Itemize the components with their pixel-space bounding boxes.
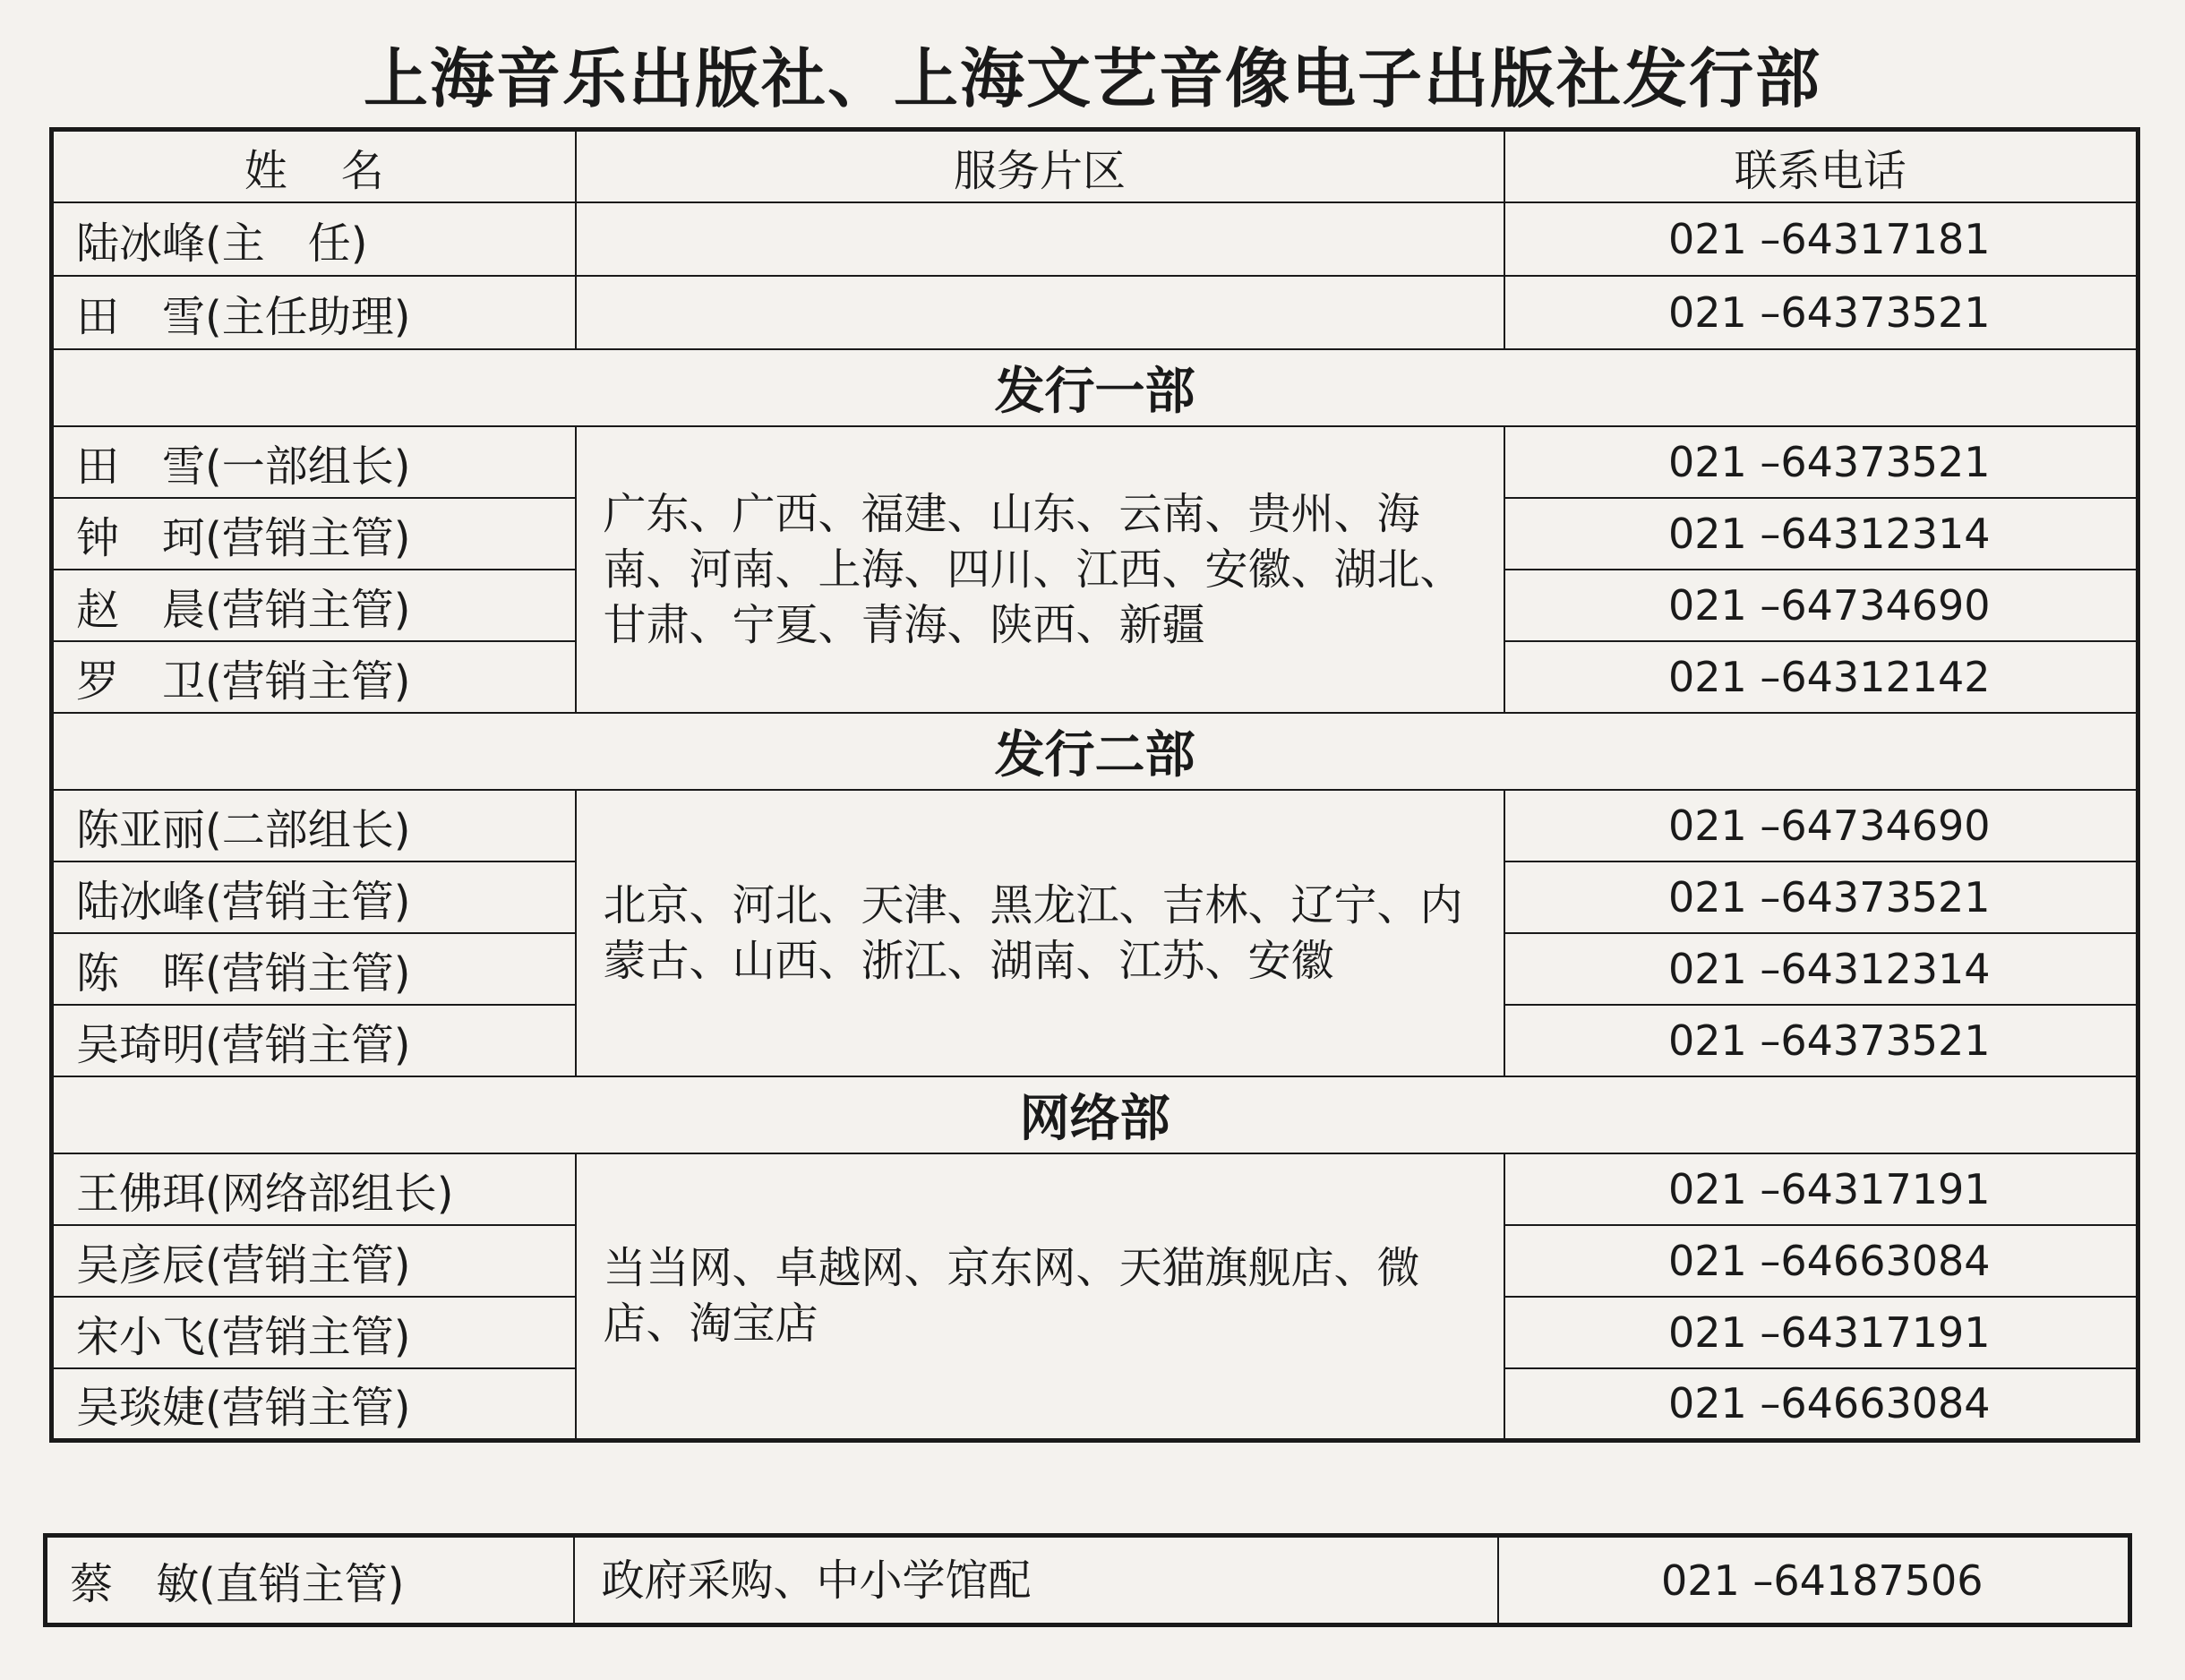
header-phone: 联系电话 [1504, 130, 2138, 203]
person-name: 吴琦明(营销主管) [52, 1005, 576, 1076]
table-row [52, 790, 2138, 861]
service-area: 北京、河北、天津、黑龙江、吉林、辽宁、内蒙古、山西、浙江、湖南、江苏、安徽 [576, 790, 1504, 1076]
phone-number: 021 –64663084 [1504, 1368, 2138, 1440]
header-area: 服务片区 [576, 130, 1504, 203]
leader-row [52, 276, 2138, 349]
phone-number: 021 –64317191 [1504, 1153, 2138, 1225]
section-header-row [52, 1076, 2138, 1153]
phone-number: 021 –64734690 [1504, 570, 2138, 641]
person-name: 陆冰峰(营销主管) [52, 861, 576, 933]
area-empty [576, 276, 1504, 349]
person-name: 吴琰婕(营销主管) [52, 1368, 576, 1440]
section-header-row [52, 713, 2138, 790]
phone-number: 021 –64312314 [1504, 933, 2138, 1005]
person-name: 吴彦辰(营销主管) [52, 1225, 576, 1297]
phone-number: 021 –64317181 [1504, 202, 2138, 276]
person-name: 陈亚丽(二部组长) [52, 790, 576, 861]
contact-table [49, 127, 2140, 1443]
phone-number: 021 –64373521 [1504, 276, 2138, 349]
person-name: 王佛珥(网络部组长) [52, 1153, 576, 1225]
table-row [52, 426, 2138, 498]
phone-number: 021 –64734690 [1504, 790, 2138, 861]
service-area: 广东、广西、福建、山东、云南、贵州、海南、河南、上海、四川、江西、安徽、湖北、甘肃、宁夏、青海、陕西、新疆 [576, 426, 1504, 713]
person-name: 钟 珂(营销主管) [52, 498, 576, 570]
direct-sales-table [43, 1533, 2132, 1627]
person-name: 陈 晖(营销主管) [52, 933, 576, 1005]
person-name: 宋小飞(营销主管) [52, 1297, 576, 1368]
person-name: 陆冰峰(主 任) [52, 202, 576, 276]
page-title: 上海音乐出版社、上海文艺音像电子出版社发行部 [363, 41, 1821, 116]
phone-number: 021 –64312314 [1504, 498, 2138, 570]
person-name: 田 雪(一部组长) [52, 426, 576, 498]
leader-row [52, 202, 2138, 276]
phone-number: 021 –64373521 [1504, 426, 2138, 498]
section-header-row [52, 349, 2138, 426]
person-name: 蔡 敏(直销主管) [46, 1536, 574, 1625]
table-row [46, 1536, 2130, 1625]
phone-number: 021 –64373521 [1504, 861, 2138, 933]
section-title: 网络部 [52, 1076, 2138, 1153]
phone-number: 021 –64663084 [1504, 1225, 2138, 1297]
person-name: 田 雪(主任助理) [52, 276, 576, 349]
area-empty [576, 202, 1504, 276]
phone-number: 021 –64317191 [1504, 1297, 2138, 1368]
service-area: 政府采购、中小学馆配 [574, 1536, 1498, 1625]
section-title: 发行一部 [52, 349, 2138, 426]
phone-number: 021 –64187506 [1498, 1536, 2130, 1625]
section-title: 发行二部 [52, 713, 2138, 790]
header-row [52, 130, 2138, 203]
service-area: 当当网、卓越网、京东网、天猫旗舰店、微店、淘宝店 [576, 1153, 1504, 1440]
phone-number: 021 –64312142 [1504, 641, 2138, 713]
phone-number: 021 –64373521 [1504, 1005, 2138, 1076]
person-name: 罗 卫(营销主管) [52, 641, 576, 713]
person-name: 赵 晨(营销主管) [52, 570, 576, 641]
header-name: 姓名 [52, 130, 576, 203]
table-row [52, 1153, 2138, 1225]
